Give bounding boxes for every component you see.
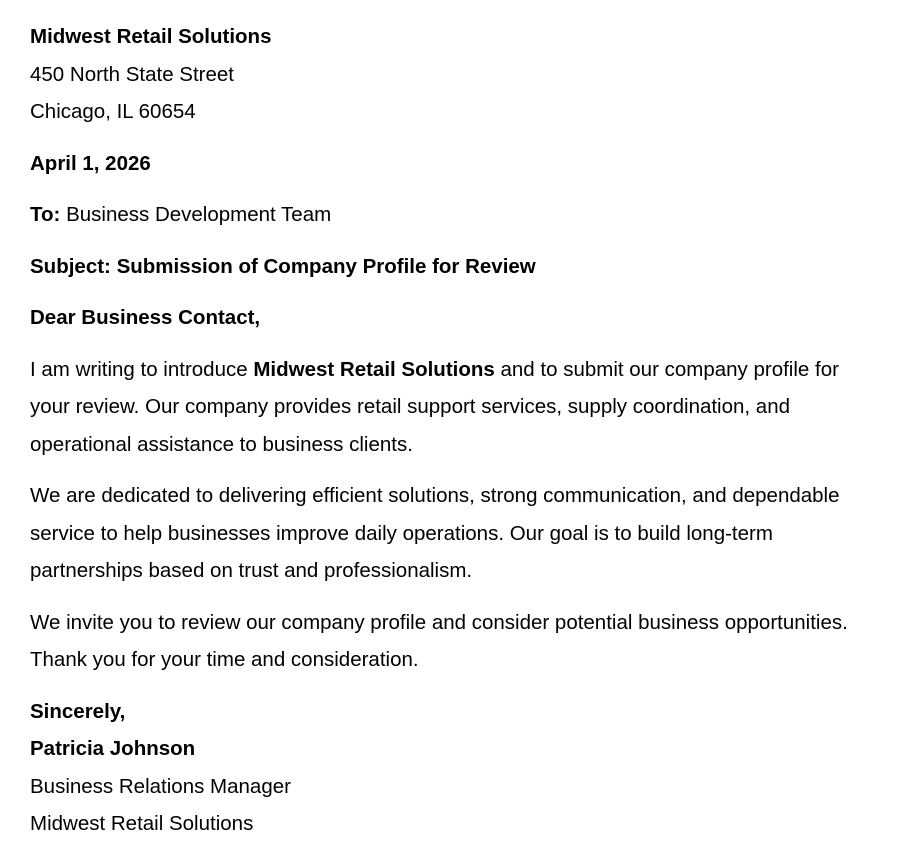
signer-name: Patricia Johnson <box>30 737 196 760</box>
recipient-label: To: <box>30 203 61 226</box>
signer-company: Midwest Retail Solutions <box>30 812 254 835</box>
salutation: Dear Business Contact, <box>30 306 261 329</box>
letter-date-block <box>30 145 880 183</box>
p1-rest: and to submit our company profile for your review. Our company provides retail support services, supply coordination, and operational assistance to business clients. <box>30 357 839 456</box>
p1-start: I am writing to introduce <box>30 357 248 381</box>
sender-city: Chicago, IL 60654 <box>30 100 196 123</box>
signer-title: Business Relations Manager <box>30 774 291 798</box>
body-paragraph-2: We are dedicated to delivering efficient solutions, strong communication, and dependable service to help businesses improve daily operations. Our goal is to build long-term partnerships based on trust and professionalism. <box>30 484 840 582</box>
sender-company: Midwest Retail Solutions <box>30 25 272 48</box>
sender-street: 450 North State Street <box>30 62 234 86</box>
body-paragraph-3: We invite you to review our company profile and consider potential business opportunities. Thank you for your time and consideration. <box>30 610 848 671</box>
body-paragraph-1 <box>30 351 880 464</box>
letter <box>30 18 880 843</box>
signature-block <box>30 693 880 843</box>
recipient-value: Business Development Team <box>66 203 332 226</box>
recipient-line <box>30 196 880 234</box>
subject-line: Subject: Submission of Company Profile for Review <box>30 254 536 278</box>
sender-address <box>30 18 880 131</box>
letter-date: April 1, 2026 <box>30 151 151 175</box>
subject-block <box>30 248 880 286</box>
p1-company: Midwest Retail Solutions <box>253 357 495 381</box>
valediction: Sincerely, <box>30 699 126 723</box>
salutation-block <box>30 299 880 337</box>
